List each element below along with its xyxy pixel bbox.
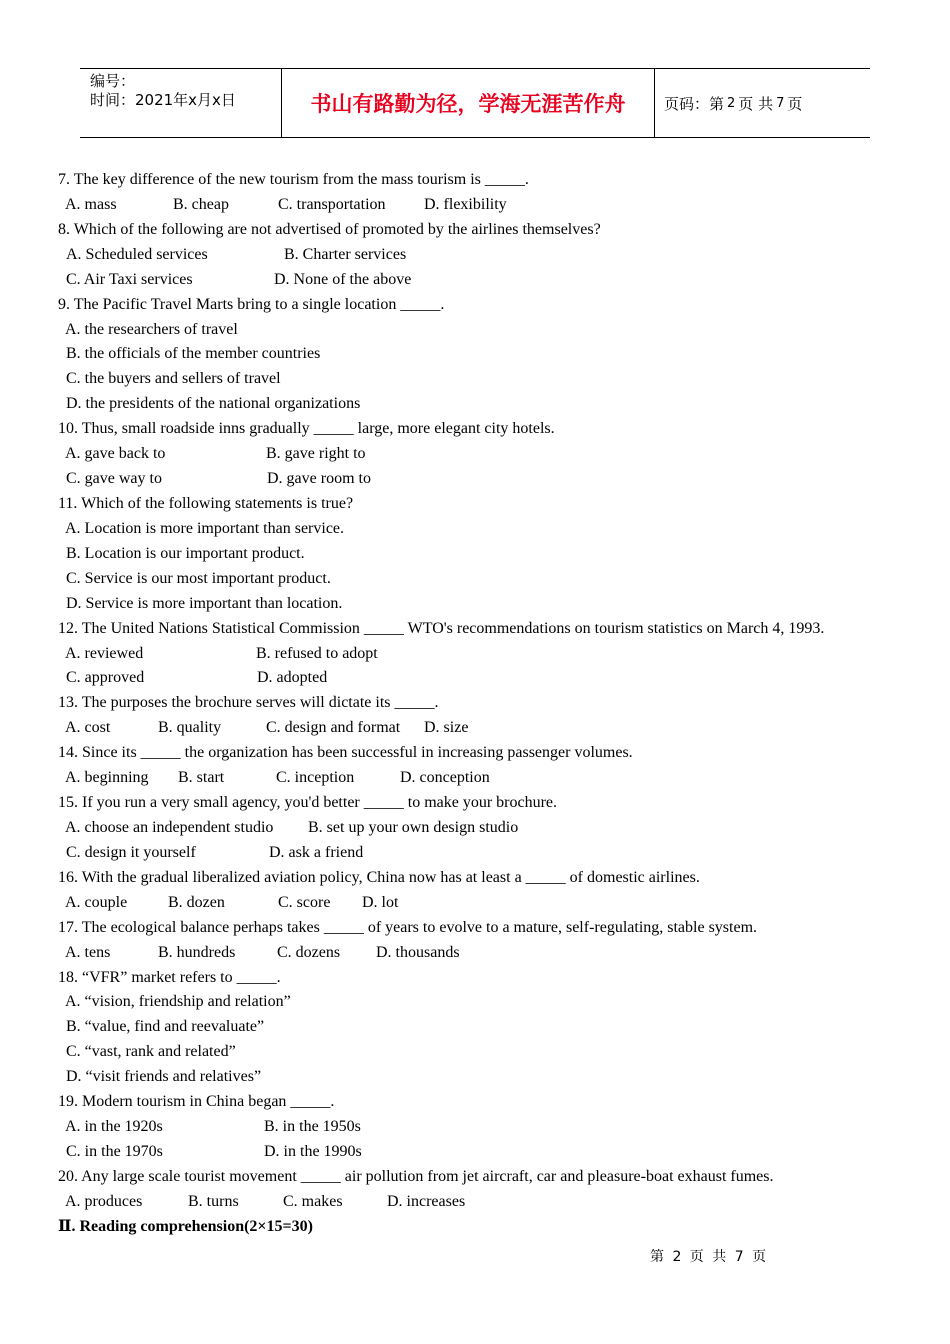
answer-option: C. gave way to (66, 470, 162, 488)
option-row (58, 891, 918, 916)
question-stem: 9. The Pacific Travel Marts bring to a single location _____. (58, 295, 445, 313)
page-label-prefix: 页码：第 (664, 94, 725, 113)
question-stem: 14. Since its _____ the organization has been successful in increasing passenger volumes. (58, 744, 633, 762)
answer-option: C. inception (276, 769, 355, 787)
question-stem: 20. Any large scale tourist movement _____ air pollution from jet aircraft, car and pleasure-boat exhaust fumes. (58, 1167, 774, 1185)
option-row (58, 666, 918, 691)
answer-option: A. gave back to (65, 445, 166, 463)
answer-option: C. “vast, rank and related” (66, 1043, 236, 1061)
option-row (58, 990, 918, 1015)
page-current: 2 (727, 95, 736, 111)
answer-option: A. cost (65, 719, 111, 737)
answer-option: B. gave right to (266, 445, 366, 463)
answer-option: D. ask a friend (269, 843, 364, 861)
answer-option: B. “value, find and reevaluate” (66, 1018, 265, 1036)
serial-label: 编号： (90, 72, 136, 90)
answer-option: B. start (178, 769, 225, 787)
answer-option: D. gave room to (267, 470, 371, 488)
question-stem: 19. Modern tourism in China began _____. (58, 1093, 335, 1111)
header-motto: 书山有路勤为径，学海无涯苦作舟 (282, 69, 655, 137)
answer-option: C. design and format (266, 719, 401, 737)
answer-option: B. the officials of the member countries (66, 345, 321, 363)
answer-option: C. Air Taxi services (66, 270, 193, 288)
option-row (58, 592, 918, 617)
answer-option: A. in the 1920s (65, 1118, 163, 1136)
answer-option: B. quality (158, 719, 222, 737)
section-heading: Ⅱ. Reading comprehension(2×15=30) (58, 1217, 313, 1235)
answer-option: B. in the 1950s (264, 1118, 361, 1136)
option-row (58, 243, 918, 268)
option-row (58, 517, 918, 542)
answer-option: C. in the 1970s (66, 1142, 163, 1160)
answer-option: D. size (424, 719, 469, 737)
answer-option: A. Scheduled services (66, 245, 208, 263)
answer-option: C. approved (66, 669, 145, 687)
option-row (58, 941, 918, 966)
time-label: 时间：2021年x月x日 (90, 91, 236, 109)
answer-option: A. Location is more important than service. (65, 519, 345, 537)
question-stem: 13. The purposes the brochure serves will dictate its _____. (58, 694, 439, 712)
page-header (80, 68, 870, 138)
answer-option: D. thousands (376, 943, 460, 961)
option-row (58, 542, 918, 567)
answer-option: A. reviewed (65, 644, 144, 662)
answer-option: B. hundreds (158, 943, 236, 961)
option-row (58, 1115, 918, 1140)
answer-option: D. flexibility (424, 195, 507, 213)
answer-option: D. Service is more important than location. (66, 594, 343, 612)
answer-option: C. dozens (277, 943, 341, 961)
question-stem: 11. Which of the following statements is true? (58, 494, 354, 512)
option-row (58, 367, 918, 392)
option-row (58, 716, 918, 741)
answer-option: A. mass (65, 195, 117, 213)
answer-option: B. dozen (168, 893, 225, 911)
header-page-info (655, 69, 870, 137)
header-meta-cell (80, 69, 282, 137)
option-row (58, 318, 918, 343)
answer-option: C. score (278, 893, 331, 911)
option-row (58, 193, 918, 218)
answer-option: C. makes (283, 1192, 343, 1210)
option-row (58, 342, 918, 367)
answer-option: C. the buyers and sellers of travel (66, 370, 281, 388)
question-stem: 7. The key difference of the new tourism from the mass tourism is _____. (58, 171, 529, 188)
question-stem: 17. The ecological balance perhaps takes _____ of years to evolve to a mature, self-regulating, stable system. (58, 918, 758, 936)
question-stem: 8. Which of the following are not advertised of promoted by the airlines themselves? (58, 220, 601, 238)
option-row (58, 467, 918, 492)
answer-option: C. transportation (278, 195, 386, 213)
answer-option: B. turns (188, 1192, 239, 1210)
option-row (58, 766, 918, 791)
answer-option: B. Location is our important product. (66, 544, 305, 562)
answer-option: D. None of the above (274, 270, 412, 288)
answer-option: B. Charter services (284, 245, 407, 263)
option-row (58, 841, 918, 866)
answer-option: D. adopted (257, 669, 328, 687)
option-row (58, 268, 918, 293)
answer-option: B. refused to adopt (256, 644, 378, 662)
answer-option: A. produces (65, 1192, 143, 1210)
option-row (58, 816, 918, 841)
answer-option: D. increases (387, 1192, 466, 1210)
answer-option: C. design it yourself (66, 843, 196, 861)
answer-option: D. the presidents of the national organizations (66, 395, 361, 413)
option-row (58, 1190, 918, 1215)
option-row (58, 1065, 918, 1090)
answer-option: A. beginning (65, 769, 149, 787)
answer-option: A. tens (65, 943, 111, 961)
answer-option: B. cheap (173, 195, 229, 213)
answer-option: A. couple (65, 893, 128, 911)
question-stem: 16. With the gradual liberalized aviation policy, China now has at least a _____ of domestic airlines. (58, 868, 700, 886)
page-label-suffix: 页 (787, 94, 803, 113)
answer-option: D. in the 1990s (264, 1142, 362, 1160)
page-total: 7 (776, 95, 785, 111)
answer-option: D. lot (362, 893, 399, 911)
option-row (58, 567, 918, 592)
answer-option: D. “visit friends and relatives” (66, 1068, 262, 1086)
question-stem: 12. The United Nations Statistical Commission _____ WTO's recommendations on tourism statistics on March 4, 1993. (58, 619, 825, 637)
question-stem: 18. “VFR” market refers to _____. (58, 968, 281, 986)
option-row (58, 1015, 918, 1040)
answer-option: A. the researchers of travel (65, 320, 238, 338)
answer-option: B. set up your own design studio (308, 818, 519, 836)
question-stem: 15. If you run a very small agency, you'd better _____ to make your brochure. (58, 794, 558, 812)
answer-option: D. conception (400, 769, 490, 787)
answer-option: C. Service is our most important product. (66, 569, 331, 587)
option-row (58, 642, 918, 667)
question-stem: 10. Thus, small roadside inns gradually _____ large, more elegant city hotels. (58, 420, 555, 438)
option-row (58, 392, 918, 417)
option-row (58, 1040, 918, 1065)
option-row (58, 1140, 918, 1165)
option-row (58, 442, 918, 467)
page-label-mid: 页 共 (738, 94, 774, 113)
answer-option: A. “vision, friendship and relation” (65, 993, 291, 1011)
answer-option: A. choose an independent studio (65, 818, 274, 836)
question-list (58, 168, 918, 1240)
page-footer: 第 2 页 共 7 页 (650, 1249, 769, 1265)
